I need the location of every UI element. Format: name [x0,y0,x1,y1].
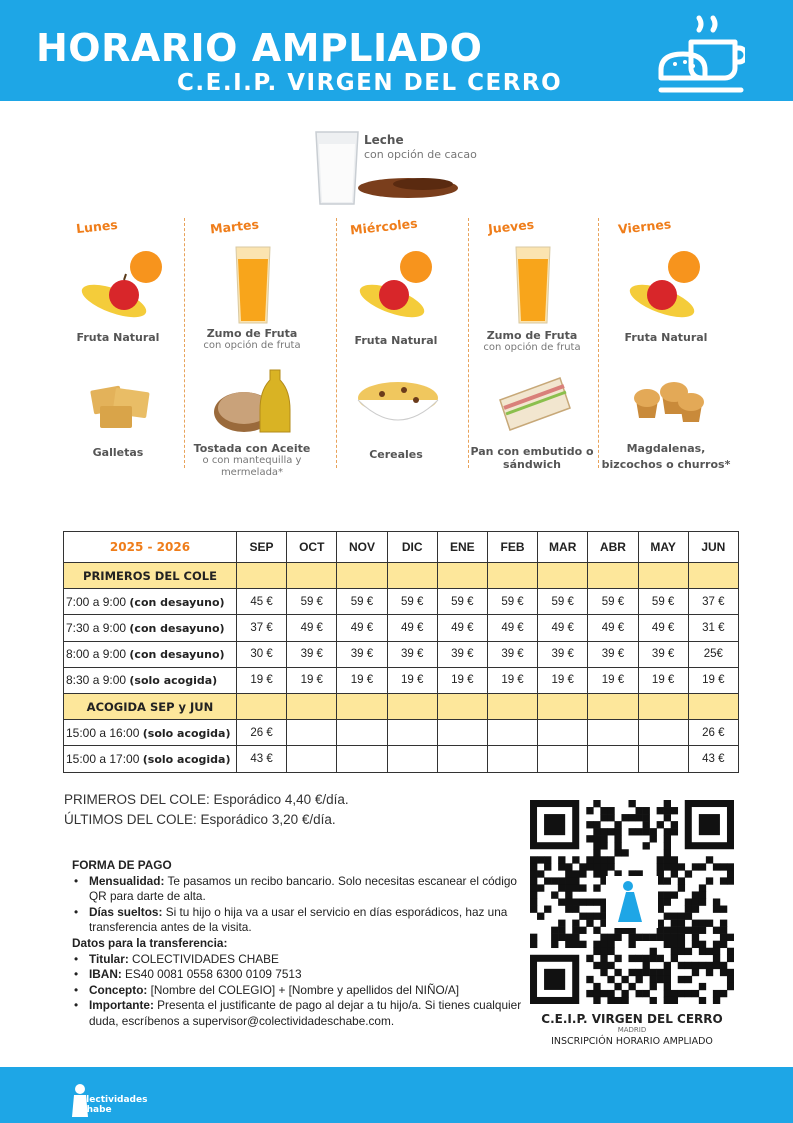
price-cell [638,746,688,772]
food-label: Fruta Natural [624,331,708,344]
price-cell: 19 € [337,667,387,693]
table-row [64,589,739,615]
food-sub-label: con opción de fruta [203,340,301,351]
payment-item-label: Días sueltos: [89,904,163,919]
school-name: C.E.I.P. VIRGEN DEL CERRO [177,70,563,96]
day-name: Jueves [487,216,535,237]
price-cell: 37 € [688,589,738,615]
transfer-item [72,998,522,1029]
time-range: 7:30 a 9:00 [66,620,127,635]
food-label: Pan con embutido o sándwich [470,445,594,471]
food-sub-label: con opción de fruta [483,342,581,353]
food-label: Zumo de Fruta [486,329,578,342]
time-note: (solo acogida) [142,752,231,766]
price-cell: 49 € [487,615,537,641]
fruit-image [330,245,462,325]
price-cell [588,746,638,772]
time-note: (con desayuno) [129,621,225,635]
food-label: Magdalenas, bizcochos o churros* [601,442,731,471]
sporadic-first: PRIMEROS DEL COLE: Esporádico 4,40 €/día. [64,792,349,807]
day-column-friday [600,215,732,475]
row-label [64,667,237,693]
price-cell: 59 € [437,589,487,615]
price-cell: 39 € [437,641,487,667]
price-cell: 19 € [688,667,738,693]
price-cell: 59 € [538,589,588,615]
transfer-item [72,967,522,983]
transfer-heading: Datos para la transferencia: [72,935,228,950]
row-label [64,615,237,641]
price-cell: 43 € [236,746,286,772]
month-header: MAY [638,532,688,563]
month-header: DIC [387,532,437,563]
price-cell [538,720,588,746]
price-cell: 59 € [638,589,688,615]
sporadic-prices [64,790,349,830]
milk-label: Leche [364,133,404,147]
transfer-item-text: [Nombre del COLEGIO] + [Nombre y apellidos del NIÑO/A] [147,982,460,997]
day-column-monday [52,215,184,475]
food-sub-label: o con mantequilla y mermelada* [202,455,302,478]
fruit-image [600,245,732,325]
price-cell: 59 € [487,589,537,615]
price-cell: 19 € [287,667,337,693]
price-cell: 30 € [236,641,286,667]
time-range: 8:30 a 9:00 [66,673,127,688]
day-name: Viernes [617,216,672,237]
qr-title: C.E.I.P. VIRGEN DEL CERRO [541,1012,723,1026]
price-cell: 59 € [337,589,387,615]
month-header: FEB [487,532,537,563]
payment-item [72,874,522,905]
table-header-row [64,532,739,563]
price-cell: 59 € [588,589,638,615]
transfer-item-label: Concepto: [89,982,148,997]
row-label [64,746,237,772]
table-row [64,746,739,772]
price-cell: 59 € [387,589,437,615]
day-column-tuesday [186,215,318,478]
price-cell [387,720,437,746]
price-cell: 39 € [387,641,437,667]
table-row [64,667,739,693]
page-title: HORARIO AMPLIADO [36,26,483,70]
day-name: Lunes [75,216,119,237]
price-cell [538,746,588,772]
table-row [64,615,739,641]
month-header: JUN [688,532,738,563]
price-cell: 49 € [538,615,588,641]
section-label: PRIMEROS DEL COLE [64,563,237,589]
price-cell: 49 € [337,615,387,641]
food-label: Tostada con Aceite [193,442,311,455]
price-cell: 49 € [638,615,688,641]
transfer-item-text: COLECTIVIDADES CHABE [128,951,279,966]
day-column-thursday [466,215,598,475]
milk-sub: con opción de cacao [364,148,477,161]
time-range: 15:00 a 16:00 [66,725,140,740]
juice-image [186,245,318,325]
cereal-bowl-image [330,360,462,440]
price-cell: 39 € [588,641,638,667]
divider [598,218,599,468]
food-label: Zumo de Fruta [206,327,298,340]
price-cell: 19 € [487,667,537,693]
price-cell: 37 € [236,615,286,641]
payment-item-text: Te pasamos un recibo bancario. Solo necesitas escanear el código QR para darte de alta. [89,873,517,904]
price-cell: 39 € [638,641,688,667]
header-banner [0,0,793,101]
qr-city: MADRID [617,1026,647,1034]
food-label: Cereales [369,448,423,461]
row-label [64,641,237,667]
month-header: MAR [538,532,588,563]
price-cell: 19 € [538,667,588,693]
price-cell: 43 € [688,746,738,772]
divider [184,218,185,468]
day-name: Martes [209,216,260,237]
payment-item-text: Si tu hijo o hija va a usar el servicio en días esporádicos, haz una transferencia antes de la visita. [89,904,508,935]
price-cell: 39 € [287,641,337,667]
transfer-item-text: ES40 0081 0558 6300 0109 7513 [121,967,302,982]
price-cell [287,720,337,746]
sporadic-last: ÚLTIMOS DEL COLE: Esporádico 3,20 €/día. [64,812,336,827]
price-cell: 39 € [337,641,387,667]
footer-banner [0,1067,793,1123]
school-year: 2025 - 2026 [64,532,237,563]
qr-code-icon[interactable] [530,800,734,1004]
time-range: 7:00 a 9:00 [66,594,127,609]
table-row [64,641,739,667]
price-cell: 19 € [588,667,638,693]
time-range: 8:00 a 9:00 [66,647,127,662]
transfer-item-label: IBAN: [89,967,122,982]
price-cell: 45 € [236,589,286,615]
coffee-cup-bread-icon [655,12,745,96]
payment-item [72,905,522,936]
price-cell [588,720,638,746]
month-header: ABR [588,532,638,563]
price-cell [437,720,487,746]
payment-item-label: Mensualidad: [89,873,165,888]
price-cell: 49 € [387,615,437,641]
price-cell [337,720,387,746]
time-note: (solo acogida) [142,726,231,740]
month-header: ENE [437,532,487,563]
transfer-item-label: Importante: [89,998,154,1013]
section-row [64,693,739,719]
price-cell [337,746,387,772]
qr-subtitle: INSCRIPCIÓN HORARIO AMPLIADO [551,1036,713,1047]
price-cell: 19 € [387,667,437,693]
price-cell [487,720,537,746]
food-label: Fruta Natural [76,331,160,344]
payment-info [72,858,522,1030]
price-cell: 19 € [236,667,286,693]
logo-text [80,1095,147,1115]
price-cell: 49 € [437,615,487,641]
section-label: ACOGIDA SEP y JUN [64,693,237,719]
fruit-image [52,245,184,325]
price-cell: 49 € [287,615,337,641]
month-header: SEP [236,532,286,563]
price-cell: 19 € [638,667,688,693]
transfer-item-label: Titular: [89,951,129,966]
price-cell: 26 € [236,720,286,746]
toast-oil-image [186,360,318,440]
month-header: NOV [337,532,387,563]
price-cell [638,720,688,746]
month-header: OCT [287,532,337,563]
price-cell: 39 € [487,641,537,667]
price-cell: 49 € [588,615,638,641]
price-cell [287,746,337,772]
payment-heading: FORMA DE PAGO [72,858,172,872]
day-name: Miércoles [349,215,419,238]
price-cell: 19 € [437,667,487,693]
price-cell: 25€ [688,641,738,667]
row-label [64,720,237,746]
logo-line-1: olectividades [80,1095,148,1105]
time-range: 15:00 a 17:00 [66,751,140,766]
transfer-item [72,952,522,968]
price-cell: 59 € [287,589,337,615]
juice-image [466,245,598,325]
day-column-wednesday [330,215,462,475]
transfer-item [72,983,522,999]
price-cell [387,746,437,772]
logo-line-2: Chabe [80,1105,112,1115]
price-cell [487,746,537,772]
price-cell: 31 € [688,615,738,641]
time-note: (con desayuno) [129,648,225,662]
section-row [64,563,739,589]
muffins-image [600,360,732,440]
row-label [64,589,237,615]
price-table [63,531,739,773]
food-label: Fruta Natural [354,334,438,347]
sandwich-image [466,360,598,440]
price-cell [437,746,487,772]
time-note: (solo acogida) [129,674,218,688]
food-label: Galletas [92,446,144,459]
price-cell: 39 € [538,641,588,667]
price-cell: 26 € [688,720,738,746]
biscuits-image [52,360,184,440]
time-note: (con desayuno) [129,595,225,609]
table-row [64,720,739,746]
transfer-item-text: Presenta el justificante de pago al dejar a tu hijo/a. Si tienes cualquier duda, escríbenos a supervisor@colectividadeschabe.com. [89,998,522,1028]
